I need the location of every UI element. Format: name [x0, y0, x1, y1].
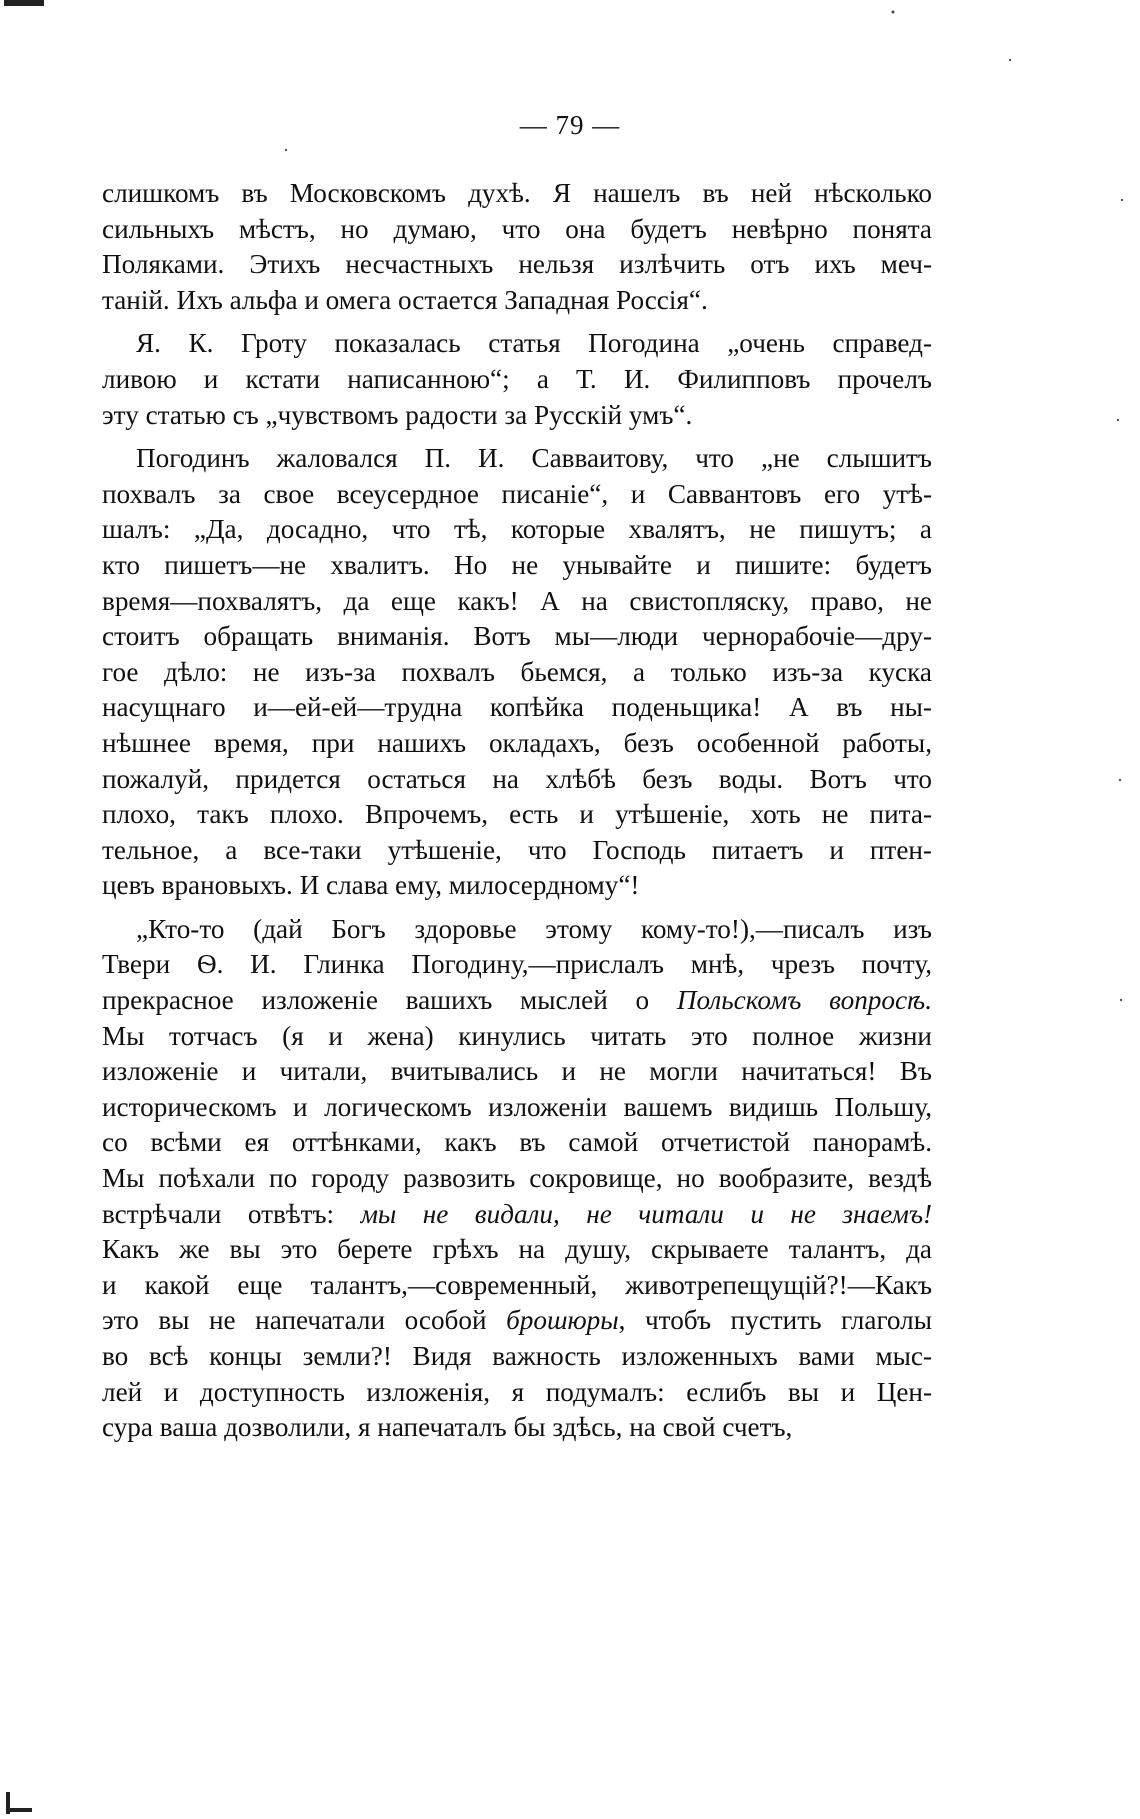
text-line: встрѣчали отвѣтъ: мы не видали, не читали и не знаемъ! [102, 1198, 932, 1229]
text-line: во всѣ концы земли?! Видя важность изложенныхъ вами мыс- [102, 1341, 932, 1371]
text-line: прекрасное изложеніе вашихъ мыслей о Польскомъ вопросѣ. [102, 985, 932, 1016]
paragraph [102, 176, 932, 318]
text-line: это вы не напечатали особой брошюры, чтобъ пустить глаголы [102, 1305, 932, 1336]
scan-mark-top-left [4, 0, 44, 6]
paragraph [102, 326, 932, 433]
text-line: шалъ: „Да, досадно, что тѣ, которые хвалятъ, не пишутъ; а [102, 514, 932, 545]
text-line: кто пишетъ—не хвалитъ. Но не унывайте и пишите: будетъ [102, 549, 932, 580]
page-number: — 79 — [519, 110, 621, 140]
text-line: изложеніе и читали, вчитывались и не могли начитаться! Въ [102, 1056, 932, 1087]
text-line: плохо, такъ плохо. Впрочемъ, есть и утѣшеніе, хоть не пита- [102, 799, 932, 830]
text-line: историческомъ и логическомъ изложеніи вашемъ видишь Польшу, [102, 1091, 932, 1122]
paragraph-gap [102, 318, 932, 326]
text-line: сильныхъ мѣстъ, но думаю, что она будетъ невѣрно понята [102, 213, 932, 244]
text-line: эту статью съ „чувствомъ радости за Русскій умъ“. [102, 399, 693, 430]
text-line: и какой еще талантъ,—современный, животрепещущій?!—Какъ [102, 1269, 932, 1300]
paragraph-gap [102, 904, 932, 912]
body-text [102, 176, 932, 1446]
speck [1120, 999, 1122, 1001]
paragraph-container [102, 176, 932, 1446]
speck [892, 11, 895, 14]
text-line: Поляками. Этихъ несчастныхъ нельзя излѣчить отъ ихъ меч- [102, 249, 932, 280]
text-line: Мы поѣхали по городу развозить сокровище, но вообразите, вездѣ [102, 1163, 932, 1194]
text-line: тельное, а все-таки утѣшеніе, что Господь питаетъ и птен- [102, 834, 932, 865]
text-line: насущнаго и—ей-ей—трудна копѣйка поденьщика! А въ ны- [102, 692, 932, 723]
text-line: таній. Ихъ альфа и омега остается Западная Россія“. [102, 284, 708, 315]
text-line: Какъ же вы это берете грѣхъ на душу, скрываете талантъ, да [102, 1234, 932, 1265]
text-line: стоитъ обращать вниманія. Вотъ мы—люди чернорабочіе—дру- [102, 621, 932, 652]
speck [1119, 779, 1121, 781]
paragraph-gap [102, 433, 932, 441]
text-line: цевъ врановыхъ. И слава ему, милосердному“! [102, 870, 640, 901]
text-line: Мы тотчасъ (я и жена) кинулись читать это полное жизни [102, 1020, 932, 1051]
speck [1117, 419, 1119, 421]
text-line: Погодинъ жаловался П. И. Савваитову, что „не слышитъ [136, 443, 932, 474]
text-line: ливою и кстати написанною“; а Т. И. Филипповъ прочелъ [102, 363, 932, 394]
text-line: сура ваша дозволили, я напечаталъ бы здѣсь, на свой счетъ, [102, 1412, 793, 1443]
text-line: пожалуй, придется остаться на хлѣбѣ безъ воды. Вотъ что [102, 763, 932, 794]
text-line: Твери Ѳ. И. Глинка Погодину,—прислалъ мнѣ, чрезъ почту, [102, 949, 932, 980]
text-line: со всѣми ея оттѣнками, какъ въ самой отчетистой панорамѣ. [102, 1127, 932, 1158]
text-line: время—похвалятъ, да еще какъ! А на свистопляску, право, не [102, 585, 932, 616]
speck [1009, 59, 1011, 61]
speck [285, 149, 287, 151]
text-line: нѣшнее время, при нашихъ окладахъ, безъ особенной работы, [102, 727, 932, 758]
speck [1121, 199, 1123, 201]
paragraph [102, 912, 932, 1446]
text-line: похвалъ за свое всеусердное писаніе“, и Саввантовъ его утѣ- [102, 478, 932, 509]
text-line: „Кто-то (дай Богъ здоровье этому кому-то!),—писалъ изъ [136, 913, 932, 944]
text-line: Я. К. Гроту показалась статья Погодина „очень справед- [136, 328, 932, 359]
text-line: слишкомъ въ Московскомъ духѣ. Я нашелъ въ ней нѣсколько [102, 178, 932, 208]
text-line: гое дѣло: не изъ-за похвалъ бьемся, а только изъ-за куска [102, 656, 932, 687]
paragraph [102, 441, 932, 904]
text-line: лей и доступность изложенія, я подумалъ: еслибъ вы и Цен- [102, 1376, 932, 1407]
scan-mark-bottom-left [6, 1792, 10, 1814]
scan-mark-bottom-left-2 [10, 1808, 32, 1812]
